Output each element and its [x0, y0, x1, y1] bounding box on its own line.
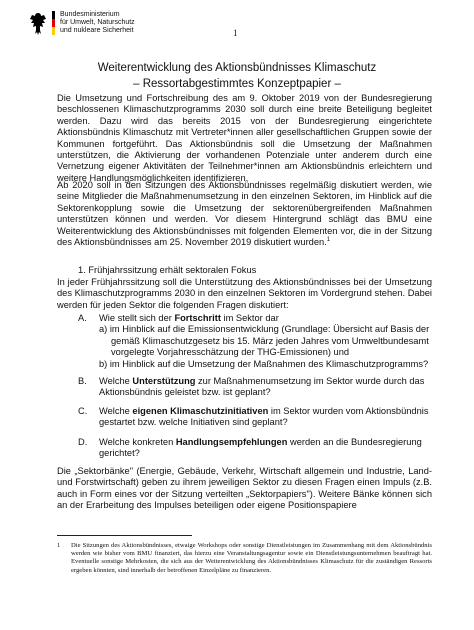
footnote-text: Die Sitzungen des Aktionsbündnisses, etwaige Workshops oder sonstige Dienstleistungen im Zusammenhang mit dem Aktionsbündnis werden wie bisher vom BMU finanziert, das hierzu eine Veranstaltungsagentur sowie ein Dienstleistungsunternehmen beauftragt hat. Eventuelle sonstige Mehrkosten, die sich aus der Weiterentwicklung des Aktionsbündnisses Klimaschutz für die zuständigen Ressorts ergeben könnten, sind innerhalb der betroffenen Einzelpläne zu finanzieren.: [71, 542, 432, 574]
question-d-bold: Handlungsempfehlungen: [175, 437, 288, 447]
question-a-bold: Fortschritt: [174, 313, 221, 323]
question-a-post: im Sektor dar: [220, 313, 279, 323]
question-d: [78, 437, 432, 460]
question-b-label: B.: [78, 376, 87, 386]
ministry-line-1: Bundesministerium: [60, 11, 120, 18]
flag-stripe-black: [52, 11, 55, 19]
question-c-bold: eigenen Klimaschutzinitiativen: [132, 406, 269, 416]
question-c: [78, 406, 432, 429]
question-d-pre: Welche konkreten: [99, 437, 176, 447]
question-b-post: zur Maßnahmenumsetzung im Sektor wurde durch das Aktionsbündnis geleistet bzw. ist geplant?: [99, 376, 425, 398]
question-b-pre: Welche: [99, 376, 133, 386]
question-a-label: A.: [78, 313, 87, 323]
ministry-line-2: für Umwelt, Naturschutz: [60, 19, 135, 26]
question-a-sub-b: b) im Hinblick auf die Umsetzung der Maßnahmen des Klimaschutzprogramms?: [99, 358, 429, 369]
question-d-label: D.: [78, 437, 88, 447]
flag-stripe-gold: [52, 27, 55, 35]
question-b: [78, 376, 432, 399]
flag-bar: [52, 11, 55, 35]
paragraph-intro: Die Umsetzung und Fortschreibung des am 9. Oktober 2019 von der Bundesregierung beschlossenen Klimaschutzprogramms 2030 soll durch eine breite Beteiligung begleitet werden. Dazu wird das bereits 2015 von der Bundesregierung eingerichtete Aktionsbündnis Klimaschutz mit Vertreter*innen aller gesellschaftlichen Gruppen sowie der Kommunen fortgeführt. Das Aktionsbündnis soll die Umsetzung der Maßnahmen unterstützen, die Aktivierung der vorhandenen Potenziale unter anderem durch eine Vernetzung eigener Aktivitäten der Teilnehmer*innen am Aktionsbündnis erleichtern und weitere Handlungsmöglichkeiten identifizieren.: [57, 93, 432, 183]
footnote-ref: 1: [326, 236, 331, 243]
page-number: 1: [233, 28, 238, 38]
question-a-pre: Wie stellt sich der: [99, 313, 175, 323]
paragraph-elements: [57, 180, 432, 248]
document-title: Weiterentwicklung des Aktionsbündnisses Klimaschutz: [97, 62, 377, 74]
footnote-number: 1: [57, 542, 61, 549]
paragraph-sector-benches: Die „Sektorbänke" (Energie, Gebäude, Verkehr, Wirtschaft allgemein und Industrie, Land- und Forstwirtschaft) geben zu ihrem jeweiligen Sektor zu diesen Fragen einen Impuls (z.B. auch in Form eines vor der Sitzung verteilten „Sektorpapiers"). Weitere Bänke können sich an der Erarbeitung des Impulses beteiligen oder eigene Positionspapiere: [57, 466, 432, 511]
question-c-post: im Sektor wurden vom Aktionsbündnis gestartet bzw. welche Initiativen sind geplant?: [99, 406, 429, 428]
question-b-bold: Unterstützung: [132, 376, 196, 386]
question-a: [78, 313, 432, 370]
question-c-label: C.: [78, 406, 88, 416]
federal-eagle-icon: [28, 11, 48, 37]
question-a-sub-a: a) im Hinblick auf die Emissionsentwicklung (Grundlage: Übersicht auf Basis der gemäß Klimaschutzgesetz bis 15. März jeden Jahres vom Umweltbundesamt vorgelegte Vorjahresschätzung der THG-Emissionen) und: [99, 324, 430, 358]
document-subtitle: – Ressortabgestimmtes Konzeptpapier –: [133, 78, 341, 90]
section-heading-1: 1. Frühjahrssitzung erhält sektoralen Fokus: [78, 265, 257, 275]
paragraph-elements-text: Ab 2020 soll in den Sitzungen des Aktionsbündnisses regelmäßig diskutiert werden, wie seine Mitglieder die Maßnahmenumsetzung in den einzelnen Sektoren, im Hinblick auf die Sektorenkopplung sowie die Umsetzung der sektorenübergreifenden Maßnahmen unterstützen können und werden. Vor diesem Hintergrund schlägt das BMU eine Weiterentwicklung des Aktionsbündnisses mit folgenden Elementen vor, die in der Sitzung des Aktionsbündnisses am 25. November 2019 diskutiert wurden.: [57, 180, 432, 248]
paragraph-spring-session: In jeder Frühjahrssitzung soll die Unterstützung des Aktionsbündnisses bei der Umsetzung des Klimaschutzprogramms 2030 in den einzelnen Sektoren im Vordergrund stehen. Dabei werden für jeden Sektor die folgenden Fragen diskutiert:: [57, 277, 432, 310]
ministry-line-3: und nukleare Sicherheit: [60, 27, 134, 34]
ministry-name: [60, 11, 135, 35]
footnote-divider: [57, 535, 192, 536]
footnote: [57, 542, 432, 575]
flag-stripe-red: [52, 19, 55, 27]
question-d-post: werden an die Bundesregierung gerichtet?: [99, 437, 422, 459]
question-c-pre: Welche: [99, 406, 133, 416]
